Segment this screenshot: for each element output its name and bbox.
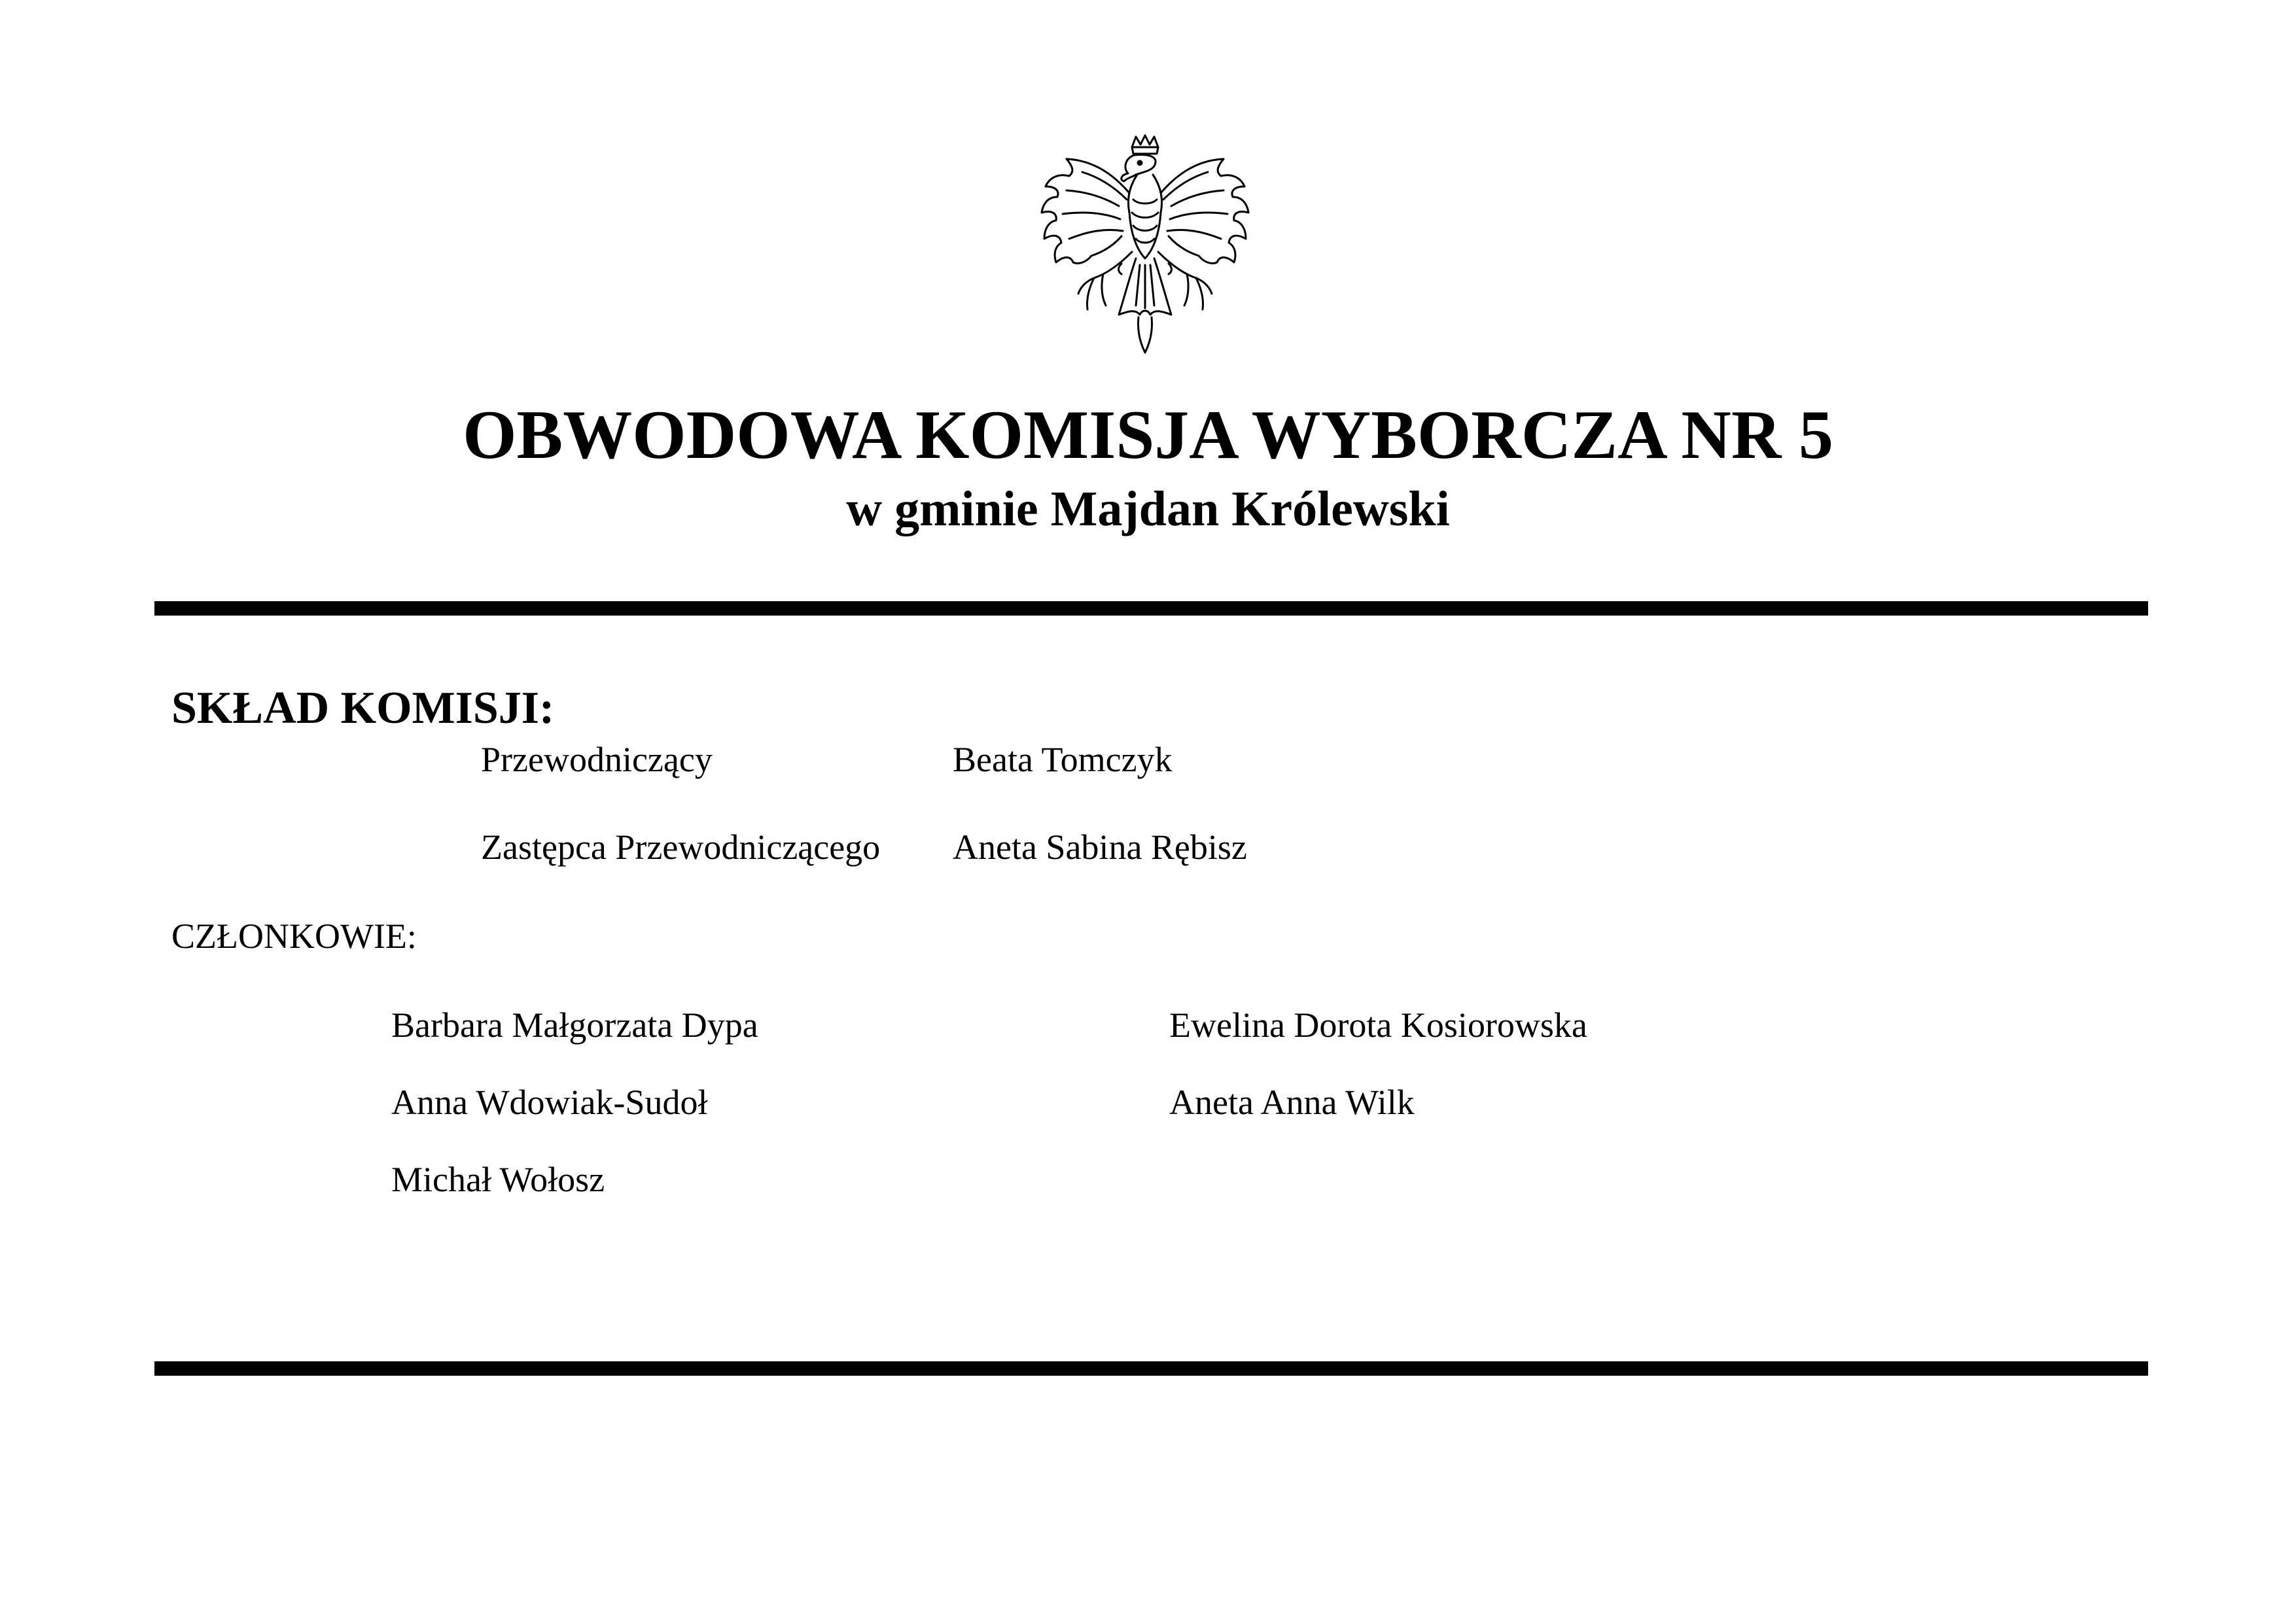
- member-name: Ewelina Dorota Kosiorowska: [1169, 1005, 1587, 1045]
- member-name: Anna Wdowiak-Sudoł: [391, 1083, 708, 1122]
- role-name-deputy-chair: Aneta Sabina Rębisz: [953, 828, 1247, 867]
- role-label-deputy-chair: Zastępca Przewodniczącego: [481, 828, 881, 867]
- top-divider: [154, 601, 2148, 616]
- document-title: OBWODOWA KOMISJA WYBORCZA NR 5: [463, 396, 1833, 473]
- eagle-emblem-icon: [1040, 134, 1250, 357]
- members-heading: CZŁONKOWIE:: [171, 916, 417, 956]
- member-name: Michał Wołosz: [391, 1160, 605, 1199]
- document-subtitle: w gminie Majdan Królewski: [846, 481, 1450, 536]
- bottom-divider: [154, 1361, 2148, 1376]
- composition-heading: SKŁAD KOMISJI:: [171, 683, 555, 733]
- role-name-chair: Beata Tomczyk: [953, 740, 1173, 779]
- member-name: Barbara Małgorzata Dypa: [391, 1005, 758, 1045]
- role-label-chair: Przewodniczący: [481, 740, 713, 779]
- member-name: Aneta Anna Wilk: [1169, 1083, 1415, 1122]
